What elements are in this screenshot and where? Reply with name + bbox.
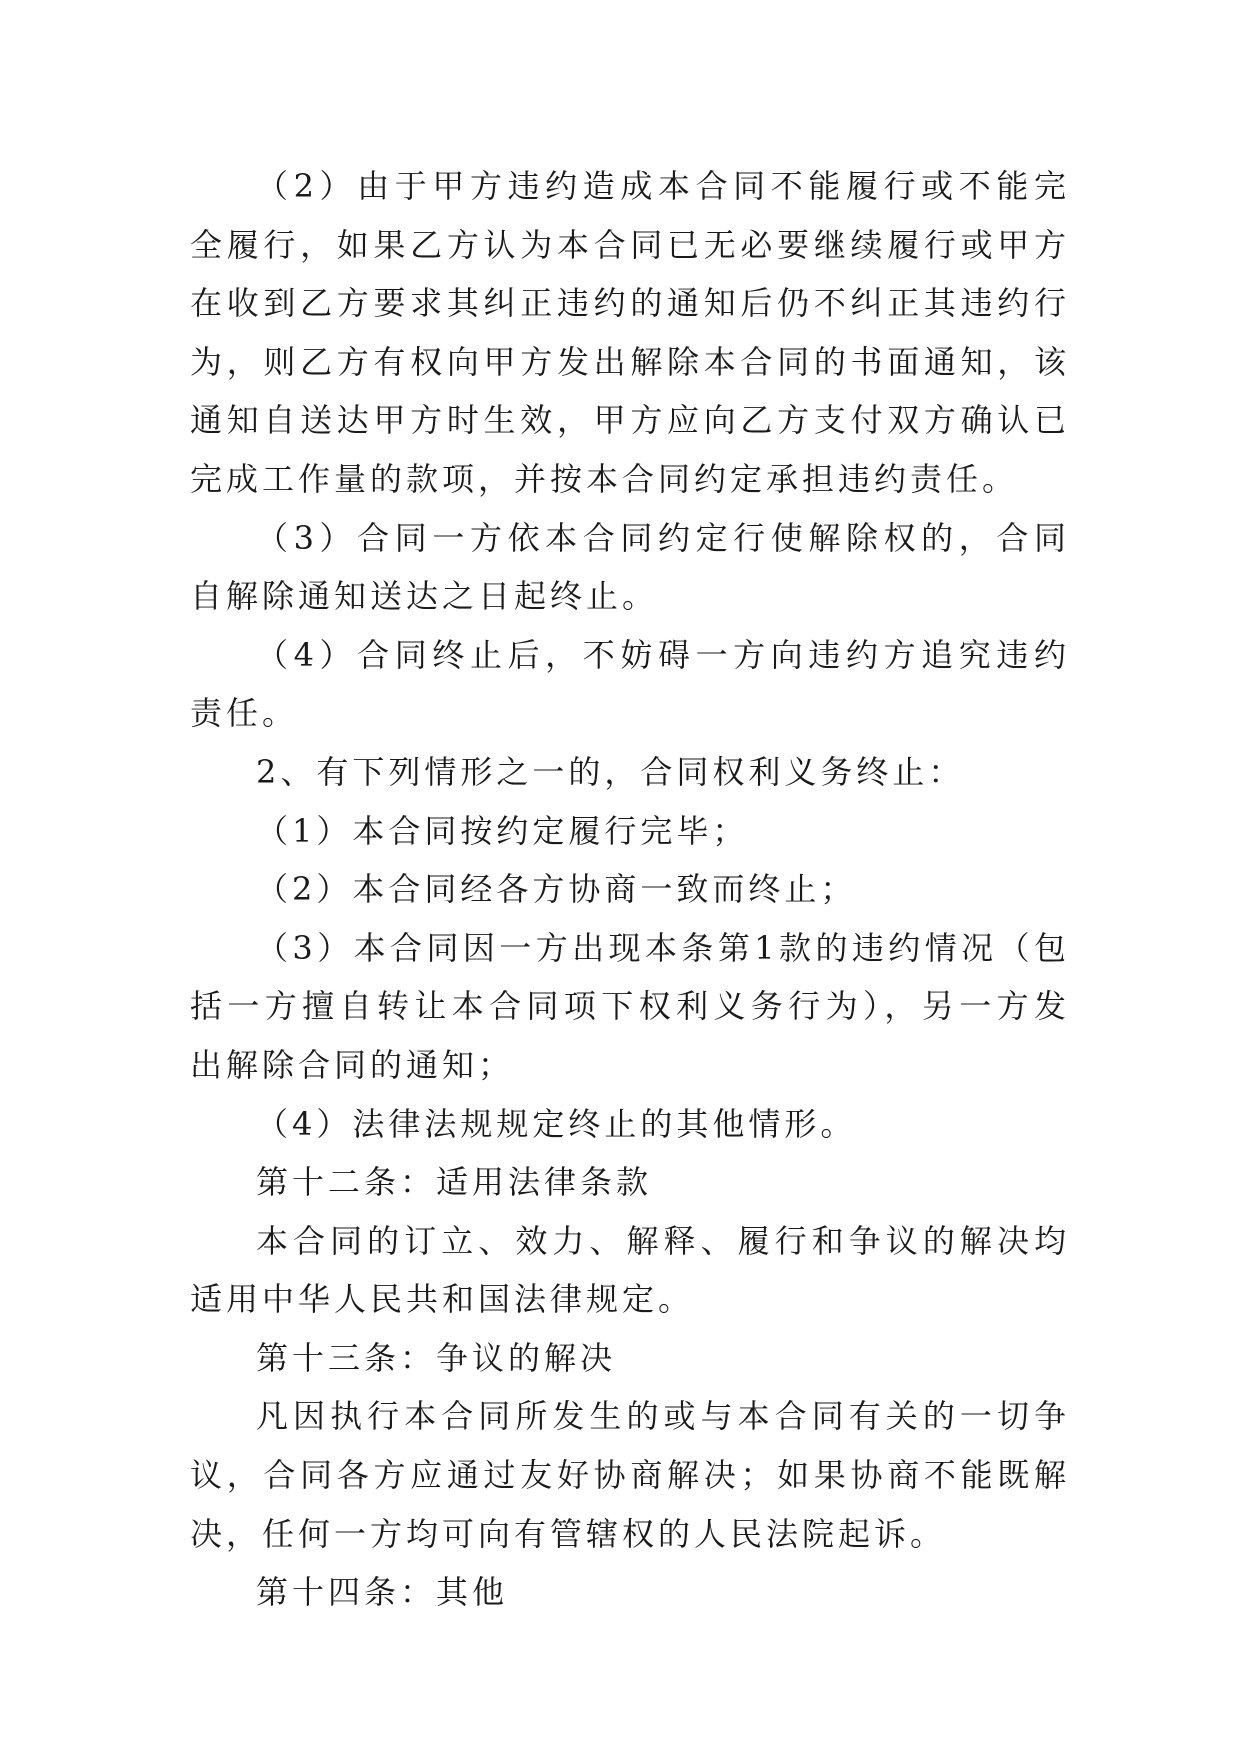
paragraph-section-2-heading: 2、有下列情形之一的，合同权利义务终止： [256,752,965,791]
article-13-heading: 第十三条：争议的解决 [256,1338,617,1377]
article-13-body: 凡因执行本合同所发生的或与本合同有关的一切争议，合同各方应通过友好协商解决；如果协商不能既解决，任何一方均可向有管辖权的人民法院起诉。 [190,1397,1070,1553]
paragraph-section-2-item-2: （2）本合同经各方协商一致而终止； [256,870,857,909]
document-body [190,157,1070,1622]
article-12-heading: 第十二条：适用法律条款 [256,1163,653,1202]
paragraph-section-2-item-3: （3）本合同因一方出现本条第1款的违约情况（包括一方擅自转让本合同项下权利义务行为），另一方发出解除合同的通知； [190,928,1070,1084]
article-12-body: 本合同的订立、效力、解释、履行和争议的解决均适用中华人民共和国法律规定。 [190,1221,1070,1319]
paragraph-termination-clause-3: （3）合同一方依本合同约定行使解除权的，合同自解除通知送达之日起终止。 [190,518,1070,616]
paragraph-termination-clause-4: （4）合同终止后，不妨碍一方向违约方追究违约责任。 [190,635,1070,733]
paragraph-section-2-item-4: （4）法律法规规定终止的其他情形。 [256,1104,857,1143]
paragraph-section-2-item-1: （1）本合同按约定履行完毕； [256,811,749,850]
paragraph-termination-clause-2: （2）由于甲方违约造成本合同不能履行或不能完全履行，如果乙方认为本合同已无必要继续履行或甲方在收到乙方要求其纠正违约的通知后仍不纠正其违约行为，则乙方有权向甲方发出解除本合同的书面通知，该通知自送达甲方时生效，甲方应向乙方支付双方确认已完成工作量的款项，并按本合同约定承担违约责任。 [190,167,1070,498]
article-14-heading: 第十四条：其他 [256,1573,509,1612]
